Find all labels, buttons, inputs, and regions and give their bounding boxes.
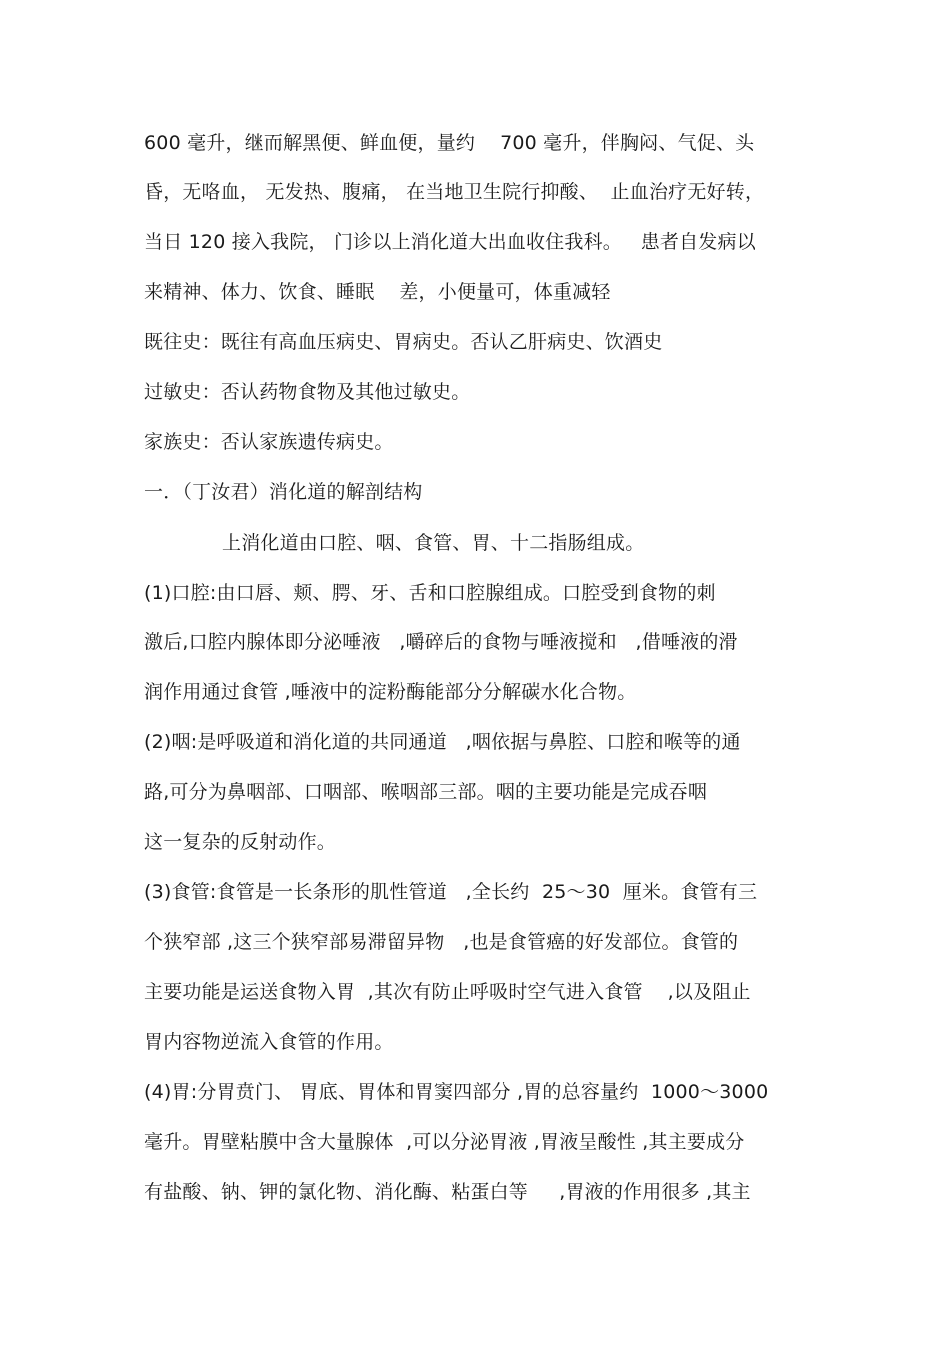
text-line: 润作用通过食管 ,唾液中的淀粉酶能部分分解碳水化合物。 <box>144 681 637 703</box>
section-heading: 一．（丁汝君）消化道的解剖结构 <box>144 481 423 503</box>
text-line: 昏，无咯血， 无发热、腹痛， 在当地卫生院行抑酸、 止血治疗无好转， <box>144 181 765 203</box>
text-line: 这一复杂的反射动作。 <box>144 831 337 853</box>
text-line: 个狭窄部 ,这三个狭窄部易滞留异物 ,也是食管癌的好发部位。食管的 <box>144 931 739 953</box>
text-line: 激后,口腔内腺体即分泌唾液 ,嚼碎后的食物与唾液搅和 ,借唾液的滑 <box>144 631 738 653</box>
text-line: 来精神、体力、饮食、睡眠 差，小便量可，体重减轻 <box>144 281 611 303</box>
text-line: (4)胃:分胃贲门、 胃底、胃体和胃窦四部分 ,胃的总容量约 1000～3000 <box>144 1081 769 1103</box>
text-line: 有盐酸、钠、钾的氯化物、消化酶、粘蛋白等 ,胃液的作用很多 ,其主 <box>144 1181 751 1203</box>
text-line: 毫升。胃壁粘膜中含大量腺体 ,可以分泌胃液 ,胃液呈酸性 ,其主要成分 <box>144 1131 745 1153</box>
text-line: (2)咽:是呼吸道和消化道的共同通道 ,咽依据与鼻腔、口腔和喉等的通 <box>144 731 741 753</box>
text-line: 主要功能是运送食物入胃 ,其次有防止呼吸时空气进入食管 ,以及阻止 <box>144 981 751 1003</box>
text-line: 胃内容物逆流入食管的作用。 <box>144 1031 394 1053</box>
allergy-history-line: 过敏史：否认药物食物及其他过敏史。 <box>144 381 471 403</box>
text-line: (3)食管:食管是一长条形的肌性管道 ,全长约 25～30 厘米。食管有三 <box>144 881 758 903</box>
text-line: (1)口腔:由口唇、颊、腭、牙、舌和口腔腺组成。口腔受到食物的刺 <box>144 582 716 604</box>
text-line: 上消化道由口腔、咽、食管、胃、十二指肠组成。 <box>222 532 645 554</box>
past-history-line: 既往史：既往有高血压病史、胃病史。否认乙肝病史、饮酒史 <box>144 331 663 353</box>
text-line: 路,可分为鼻咽部、口咽部、喉咽部三部。咽的主要功能是完成吞咽 <box>144 781 708 803</box>
text-line: 当日 120 接入我院， 门诊以上消化道大出血收住我科。 患者自发病以 <box>144 231 756 253</box>
family-history-line: 家族史：否认家族遗传病史。 <box>144 431 394 453</box>
text-line: 600 毫升，继而解黑便、鲜血便，量约 700 毫升，伴胸闷、气促、头 <box>144 132 755 154</box>
